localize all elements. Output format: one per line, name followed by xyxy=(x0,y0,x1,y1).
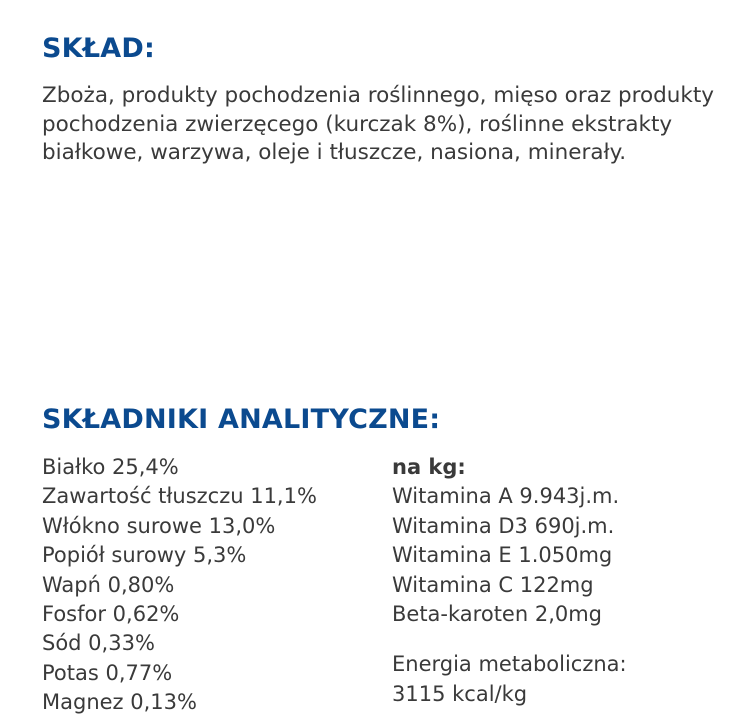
list-item: Popiół surowy 5,3% xyxy=(42,543,247,568)
list-item: Sód 0,33% xyxy=(42,631,155,656)
list-item: Włókno surowe 13,0% xyxy=(42,513,276,538)
list-item: Wapń 0,80% xyxy=(42,572,175,597)
list-item: Białko 25,4% xyxy=(42,455,179,479)
column-spacer xyxy=(392,629,722,650)
ingredients-text: Zboża, produkty pochodzenia roślinnego, mięso oraz produkty pochodzenia zwierzęcego (kurczak 8%), roślinne ekstrakty białkowe, warzywa, oleje i tłuszcze, nasiona, minerały. xyxy=(42,83,715,166)
per-kg-label: na kg: xyxy=(392,455,466,479)
analytical-constituents-heading: SKŁADNIKI ANALITYCZNE: xyxy=(42,404,441,435)
energy-value: 3115 kcal/kg xyxy=(392,681,528,706)
analytical-right-column xyxy=(392,453,722,718)
ingredients-section xyxy=(42,33,722,168)
analytical-left-column xyxy=(42,453,392,718)
list-item: Fosfor 0,62% xyxy=(42,601,180,626)
list-item: Witamina D3 690j.m. xyxy=(392,513,615,538)
list-item: Beta-karoten 2,0mg xyxy=(392,601,603,626)
list-item: Witamina C 122mg xyxy=(392,572,594,597)
list-item: Magnez 0,13% xyxy=(42,690,197,715)
ingredients-heading: SKŁAD: xyxy=(42,33,156,64)
list-item: Zawartość tłuszczu 11,1% xyxy=(42,484,317,509)
analytical-columns xyxy=(42,453,722,718)
energy-label: Energia metaboliczna: xyxy=(392,652,627,677)
analytical-constituents-section xyxy=(42,404,722,718)
list-item: Witamina A 9.943j.m. xyxy=(392,484,620,509)
list-item: Potas 0,77% xyxy=(42,660,173,685)
list-item: Witamina E 1.050mg xyxy=(392,543,613,568)
